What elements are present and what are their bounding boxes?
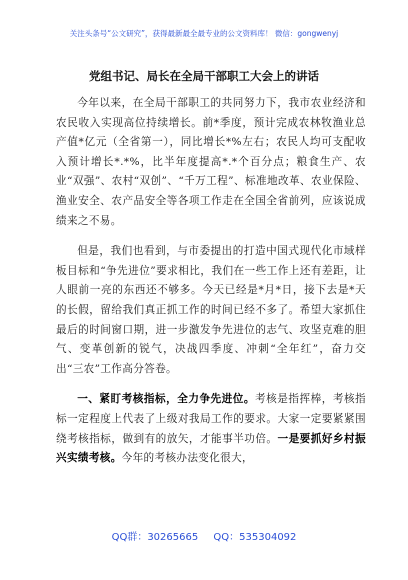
section-1-heading: 一、紧盯考核指标，全力争先进位。 bbox=[77, 393, 256, 406]
qq-group: QQ群：30265665 bbox=[111, 532, 199, 543]
contact-footer bbox=[0, 528, 408, 543]
section-1-subheading: 一是要抓好乡村振兴实绩考核。 bbox=[56, 432, 366, 465]
qq-number: QQ：535304092 bbox=[213, 532, 297, 543]
section-1-paragraph bbox=[56, 390, 366, 468]
paragraph-1: 今年以来，在全局干部职工的共同努力下，我市农业经济和农民收入实现高位持续增长。前*季度，预计完成农林牧渔业总产值*亿元（全省第一），同比增长*%左右；农民人均可支配收入预计增长*.*%，比半年度提高*.*个百分点；粮食生产、农业“双强”、农村“双创”、“千万工程”、标准地改革、农业保险、渔业安全、农产品安全等各项工作走在全国全省前列，应该说成绩来之不易。 bbox=[56, 97, 366, 227]
section-1-subtext: 今年的考核办法变化很大， bbox=[121, 452, 253, 465]
paragraph-2: 但是，我们也看到，与市委提出的打造中国式现代化市域样板目标和“争先进位”要求相比，我们在一些工作上还有差距，让人眼前一亮的东西还不够多。今天已经是*月*日，接下去是*天的长假，留给我们真正抓工作的时间已经不多了。希望大家抓住最后的时间窗口期，进一步激发争先进位的志气、攻坚克难的胆气、变革创新的锐气，决战四季度、冲刺“全年红”，奋力交出“三农”工作高分答卷。 bbox=[56, 245, 366, 375]
document-body bbox=[56, 94, 366, 469]
promo-header: 关注头条号“公文研究”，获得最新最全最专业的公文资料库！ 微信：gongwenyj bbox=[69, 29, 339, 38]
document-title: 党组书记、局长在全局干部职工大会上的讲话 bbox=[89, 69, 319, 83]
section-1-text: 考核是指挥棒，考核指标一定程度上代表了上级对我局工作的要求。大家一定要紧紧围绕考核指标，做到有的放矢，才能事半功倍。 bbox=[56, 393, 367, 445]
